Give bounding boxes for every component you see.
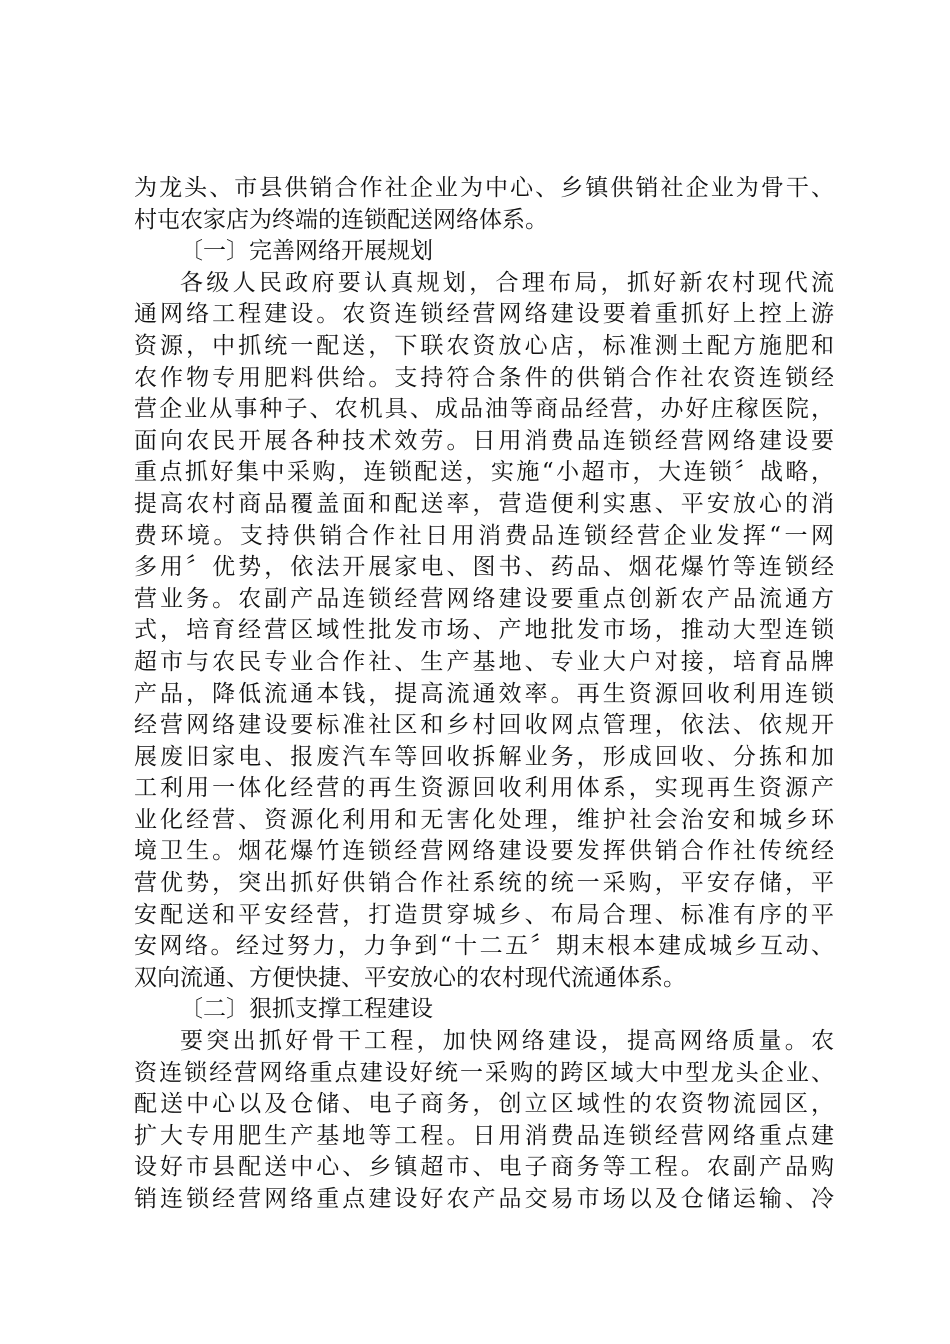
paragraph-line: 扩大专用肥生产基地等工程。日用消费品连锁经营网络重点建	[134, 1122, 834, 1149]
paragraph-line: 重点抓好集中采购，连锁配送，实施“小超市，大连锁〞战略，	[134, 459, 834, 486]
paragraph-line: 设好市县配送中心、乡镇超市、电子商务等工程。农副产品购	[134, 1154, 834, 1181]
paragraph-line: 工利用一体化经营的再生资源回收利用体系，实现再生资源产	[134, 775, 834, 802]
paragraph-line: 营优势，突出抓好供销合作社系统的统一采购，平安存储，平	[134, 870, 834, 897]
section-2-heading: 〔二〕狠抓支撑工程建设	[180, 996, 433, 1023]
paragraph-line: 多用〞优势，依法开展家电、图书、药品、烟花爆竹等连锁经	[134, 554, 834, 581]
paragraph-line: 超市与农民专业合作社、生产基地、专业大户对接，培育品牌	[134, 648, 834, 675]
paragraph-line: 产品，降低流通本钱，提高流通效率。再生资源回收利用连锁	[134, 680, 834, 707]
paragraph-line: 业化经营、资源化利用和无害化处理，维护社会治安和城乡环	[134, 806, 834, 833]
intro-line: 村屯农家店为终端的连锁配送网络体系。	[134, 206, 548, 233]
document-page	[134, 173, 834, 1216]
paragraph-line: 安配送和平安经营，打造贯穿城乡、布局合理、标准有序的平	[134, 901, 834, 928]
paragraph-line: 费环境。支持供销合作社日用消费品连锁经营企业发挥“一网	[134, 522, 834, 549]
paragraph-line: 式，培育经营区域性批发市场、产地批发市场，推动大型连锁	[134, 617, 834, 644]
paragraph-line: 通网络工程建设。农资连锁经营网络建设要着重抓好上控上游	[134, 301, 834, 328]
paragraph-line: 展废旧家电、报废汽车等回收拆解业务，形成回收、分拣和加	[134, 743, 834, 770]
paragraph-line: 双向流通、方便快捷、平安放心的农村现代流通体系。	[134, 964, 686, 991]
paragraph-line: 配送中心以及仓储、电子商务，创立区域性的农资物流园区，	[134, 1091, 834, 1118]
paragraph-line: 资连锁经营网络重点建设好统一采购的跨区域大中型龙头企业、	[134, 1059, 834, 1086]
paragraph-line: 资源，中抓统一配送，下联农资放心店，标准测土配方施肥和	[134, 332, 834, 359]
paragraph-line: 销连锁经营网络重点建设好农产品交易市场以及仓储运输、冷	[134, 1186, 834, 1212]
section-1-heading: 〔一〕完善网络开展规划	[180, 238, 433, 265]
paragraph-line: 各级人民政府要认真规划，合理布局，抓好新农村现代流	[180, 269, 834, 296]
paragraph-line: 营业务。农副产品连锁经营网络建设要重点创新农产品流通方	[134, 585, 834, 612]
paragraph-line: 营企业从事种子、农机具、成品油等商品经营，办好庄稼医院，	[134, 396, 834, 423]
intro-line: 为龙头、市县供销合作社企业为中心、乡镇供销社企业为骨干、	[134, 175, 834, 201]
paragraph-line: 经营网络建设要标准社区和乡村回收网点管理，依法、依规开	[134, 712, 834, 739]
paragraph-line: 面向农民开展各种技术效劳。日用消费品连锁经营网络建设要	[134, 427, 834, 454]
paragraph-line: 提高农村商品覆盖面和配送率，营造便利实惠、平安放心的消	[134, 490, 834, 517]
paragraph-line: 境卫生。烟花爆竹连锁经营网络建设要发挥供销合作社传统经	[134, 838, 834, 865]
paragraph-line: 要突出抓好骨干工程，加快网络建设，提高网络质量。农	[180, 1028, 834, 1055]
paragraph-line: 农作物专用肥料供给。支持符合条件的供销合作社农资连锁经	[134, 364, 834, 391]
paragraph-line: 安网络。经过努力，力争到“十二五〞期末根本建成城乡互动、	[134, 933, 834, 960]
